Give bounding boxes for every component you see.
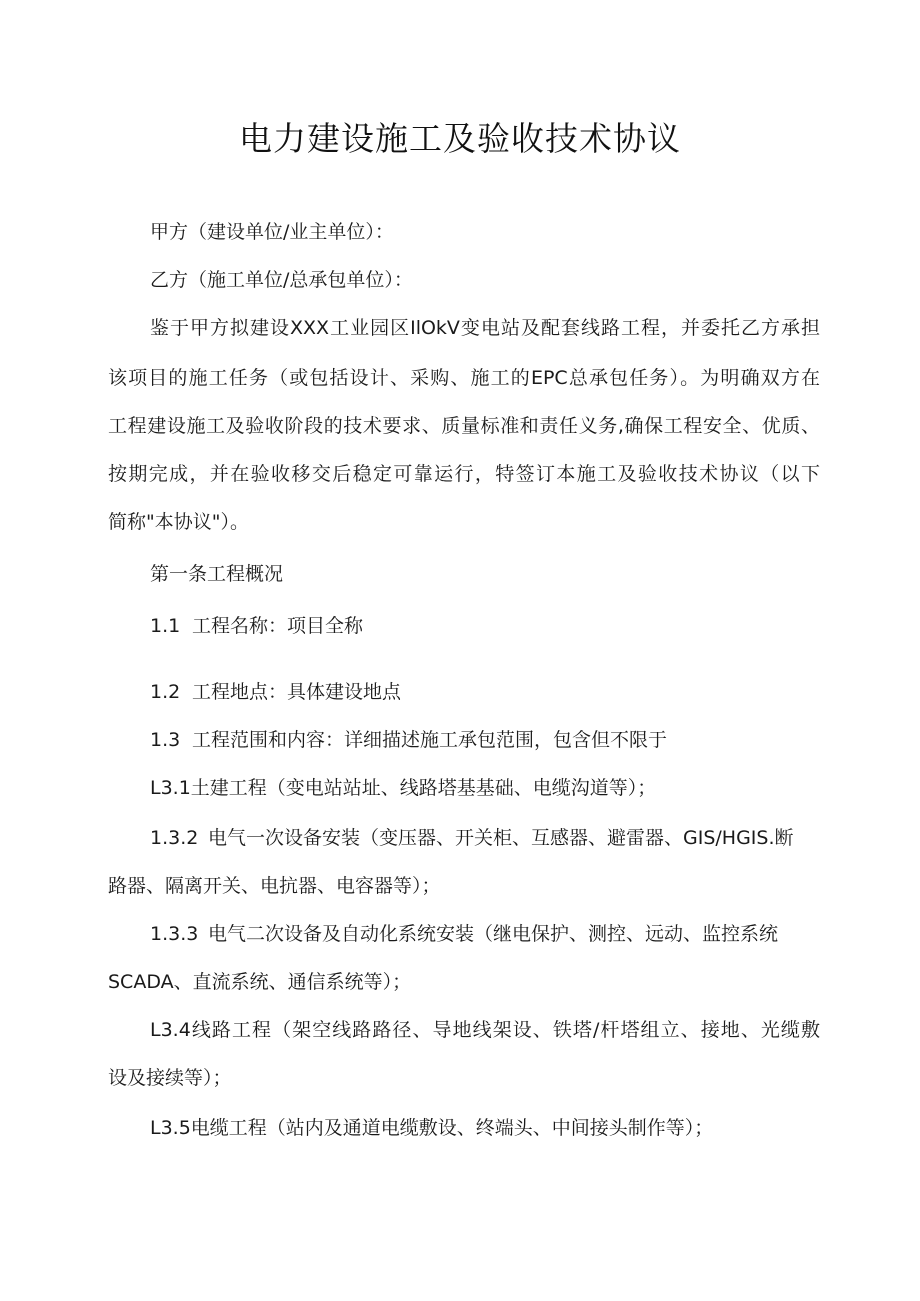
item-1-3-number: 1.3 [150, 729, 181, 751]
item-1-3-1: L3.1土建工程（变电站站址、线路塔基基础、电缆沟道等）； [150, 777, 657, 799]
item-1-3-text: 工程范围和内容：详细描述施工承包范围，包含但不限于 [192, 729, 668, 751]
preamble-line-5: 简称"本协议"）。 [108, 511, 249, 533]
article-1-heading: 第一条工程概况 [150, 563, 284, 585]
preamble-line-3: 工程建设施工及验收阶段的技术要求、质量标准和责任义务,确保工程安全、优质、 [108, 415, 820, 437]
document-title: 电力建设施工及验收技术协议 [239, 119, 681, 158]
item-1-3-5: L3.5电缆工程（站内及通道电缆敷设、终端头、中间接头制作等）； [150, 1117, 714, 1139]
item-1-3-2-text: 电气一次设备安装（变压器、开关柜、互感器、避雷器、GIS/HGIS.断 [208, 827, 794, 849]
item-1-3 [150, 726, 820, 754]
preamble-line-4: 按期完成，并在验收移交后稳定可靠运行，特签订本施工及验收技术协议（以下 [108, 463, 820, 485]
item-1-3-3-number: 1.3.3 [150, 923, 199, 945]
item-1-3-4-line-2: 设及接续等）； [108, 1067, 232, 1089]
preamble-line-2: 该项目的施工任务（或包括设计、采购、施工的EPC总承包任务）。为明确双方在 [108, 367, 820, 389]
item-1-3-2-number: 1.3.2 [150, 827, 199, 849]
item-1-2 [150, 678, 820, 706]
item-1-3-2-line-1 [150, 824, 820, 852]
preamble-line-1: 鉴于甲方拟建设XXX工业园区IlOkV变电站及配套线路工程，并委托乙方承担 [150, 317, 820, 339]
item-1-2-text: 工程地点：具体建设地点 [192, 681, 402, 703]
item-1-3-3-text: 电气二次设备及自动化系统安装（继电保护、测控、远动、监控系统 [208, 923, 779, 945]
item-1-3-3-line-1 [150, 920, 820, 948]
item-1-3-3-line-2: SCADA、直流系统、通信系统等）； [108, 971, 412, 993]
item-1-1-number: 1.1 [150, 615, 181, 637]
item-1-2-number: 1.2 [150, 681, 181, 703]
party-b-line: 乙方（施工单位/总承包单位）： [150, 269, 413, 291]
item-1-1 [150, 612, 820, 640]
item-1-3-2-line-2: 路器、隔离开关、电抗器、电容器等）； [108, 875, 441, 897]
item-1-3-4-line-1: L3.4线路工程（架空线路路径、导地线架设、铁塔/杆塔组立、接地、光缆敷 [150, 1019, 820, 1041]
party-a-line: 甲方（建设单位/业主单位）： [150, 221, 394, 243]
item-1-1-text: 工程名称：项目全称 [192, 615, 364, 637]
